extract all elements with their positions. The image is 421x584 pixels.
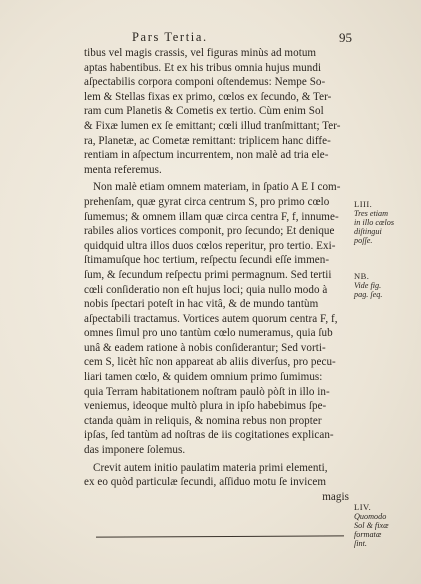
text-line: das imponere ſolemus. <box>84 444 186 457</box>
margin-note-number: LIII. <box>354 199 373 209</box>
margin-note-line: ſint. <box>354 539 367 548</box>
text-line: nobis ſpectari poteſt in hac vitâ, & de mundo tantùm <box>84 298 319 311</box>
text-line: quia Terram habitationem noſtram paulò pòſt in illo in- <box>84 385 330 398</box>
text-line: ex eo quòd particulæ ſecundi, aſſiduo motu ſe invicem <box>84 476 327 489</box>
running-header <box>112 30 352 46</box>
ink-underline <box>96 535 344 538</box>
margin-note-line: Tres etiam <box>354 209 389 218</box>
margin-note-liii <box>354 200 414 245</box>
text-line: ipſas, ſed tantùm ad noſtras de iis cogitationes explican- <box>84 429 334 442</box>
text-line: omnes ſimul pro uno tantùm cœlo numeramus, quia ſub <box>84 327 333 340</box>
margin-note-line: formatæ <box>354 530 382 539</box>
margin-note-line: poſſe. <box>354 236 373 245</box>
text-line: tibus vel magis crassis, vel figuras minùs ad motum <box>84 47 317 59</box>
text-line: cœli conſideratio non eſt hujus loci; quia nullo modo à <box>84 283 328 296</box>
text-line: menta referemus. <box>84 163 162 176</box>
catchword-line: magis <box>322 490 349 503</box>
margin-note-number: LIV. <box>354 502 372 512</box>
text-line: aptas habentibus. Et ex his tribus omnia hujus mundi <box>84 61 322 74</box>
text-line: rentiam in aſpectum incurrentem, non malè ad tria ele- <box>84 149 329 162</box>
text-line: aſpectabili tractamus. Vortices autem quorum centra F, f, <box>84 312 338 325</box>
margin-note-nb <box>354 272 414 299</box>
running-title: Pars Tertia. <box>132 30 208 44</box>
margin-note-number: NB. <box>354 271 370 281</box>
text-line: unâ & eadem ratione à nobis conſiderantur; Sed vorti- <box>84 341 326 354</box>
page-number: 95 <box>339 30 352 45</box>
text-line: cem S, licèt hîc non appareat ab aliis diverſus, pro pecu- <box>84 356 336 369</box>
text-line: ſumemus; & omnem illam quæ circa centra F, f, innume- <box>84 210 339 223</box>
text-line: veniemus, ideoque multò plura in ipſo habebimus ſpe- <box>84 400 327 413</box>
text-line: prehenſam, quæ gyrat circa centrum S, pro primo cœlo <box>84 195 330 208</box>
text-line: ſum, & ſecundum reſpectu primi permagnum. Sed tertii <box>84 268 332 281</box>
text-line: aſpectabilis corpora componi oſtendemus: Nempe So- <box>84 76 326 89</box>
paragraph-start-line: Non malè etiam omnem materiam, in ſpatio A E I com- <box>93 181 341 194</box>
text-line: ra, Planetæ, ac Cometæ remittant: triplicem hanc diffe- <box>84 134 331 147</box>
text-line: ſtimamuſque hoc tertium, reſpectu ſecundi eſſe immen- <box>84 254 330 267</box>
margin-note-line: in illo cœlos <box>354 218 395 227</box>
text-line: rabiles alios vortices componit, pro ſecundo; Et denique <box>84 225 335 238</box>
margin-note-line: Vide fig. <box>354 281 382 290</box>
margin-note-line: Quomodo <box>354 512 387 521</box>
body-text <box>84 46 349 504</box>
margin-note-liv <box>354 503 414 548</box>
margin-note-line: Sol & fixæ <box>354 521 389 530</box>
text-line: ram cum Planetis & Cometis ex tertio. Cùm enim Sol <box>84 105 324 118</box>
text-line: & Fixæ lumen ex ſe emittant; cœli illud tranſmittant; Ter- <box>84 119 341 132</box>
margin-note-line: pag. ſeq. <box>354 290 383 299</box>
text-line: quidquid ultra illos duos cœlos reperitur, pro tertio. Exi- <box>84 239 336 252</box>
text-line: lem & Stellas fixas ex primo, cœlos ex ſecundo, & Ter- <box>84 90 332 103</box>
text-line: ctanda quàm in reliquis, & nomina rebus non propter <box>84 414 322 427</box>
margin-note-line: diſtingui <box>354 227 382 236</box>
paragraph-start-line: Crevit autem initio paulatim materia primi elementi, <box>93 461 328 474</box>
text-line: liari tamen cœlo, & quidem omnium primo ſumimus: <box>84 371 323 384</box>
